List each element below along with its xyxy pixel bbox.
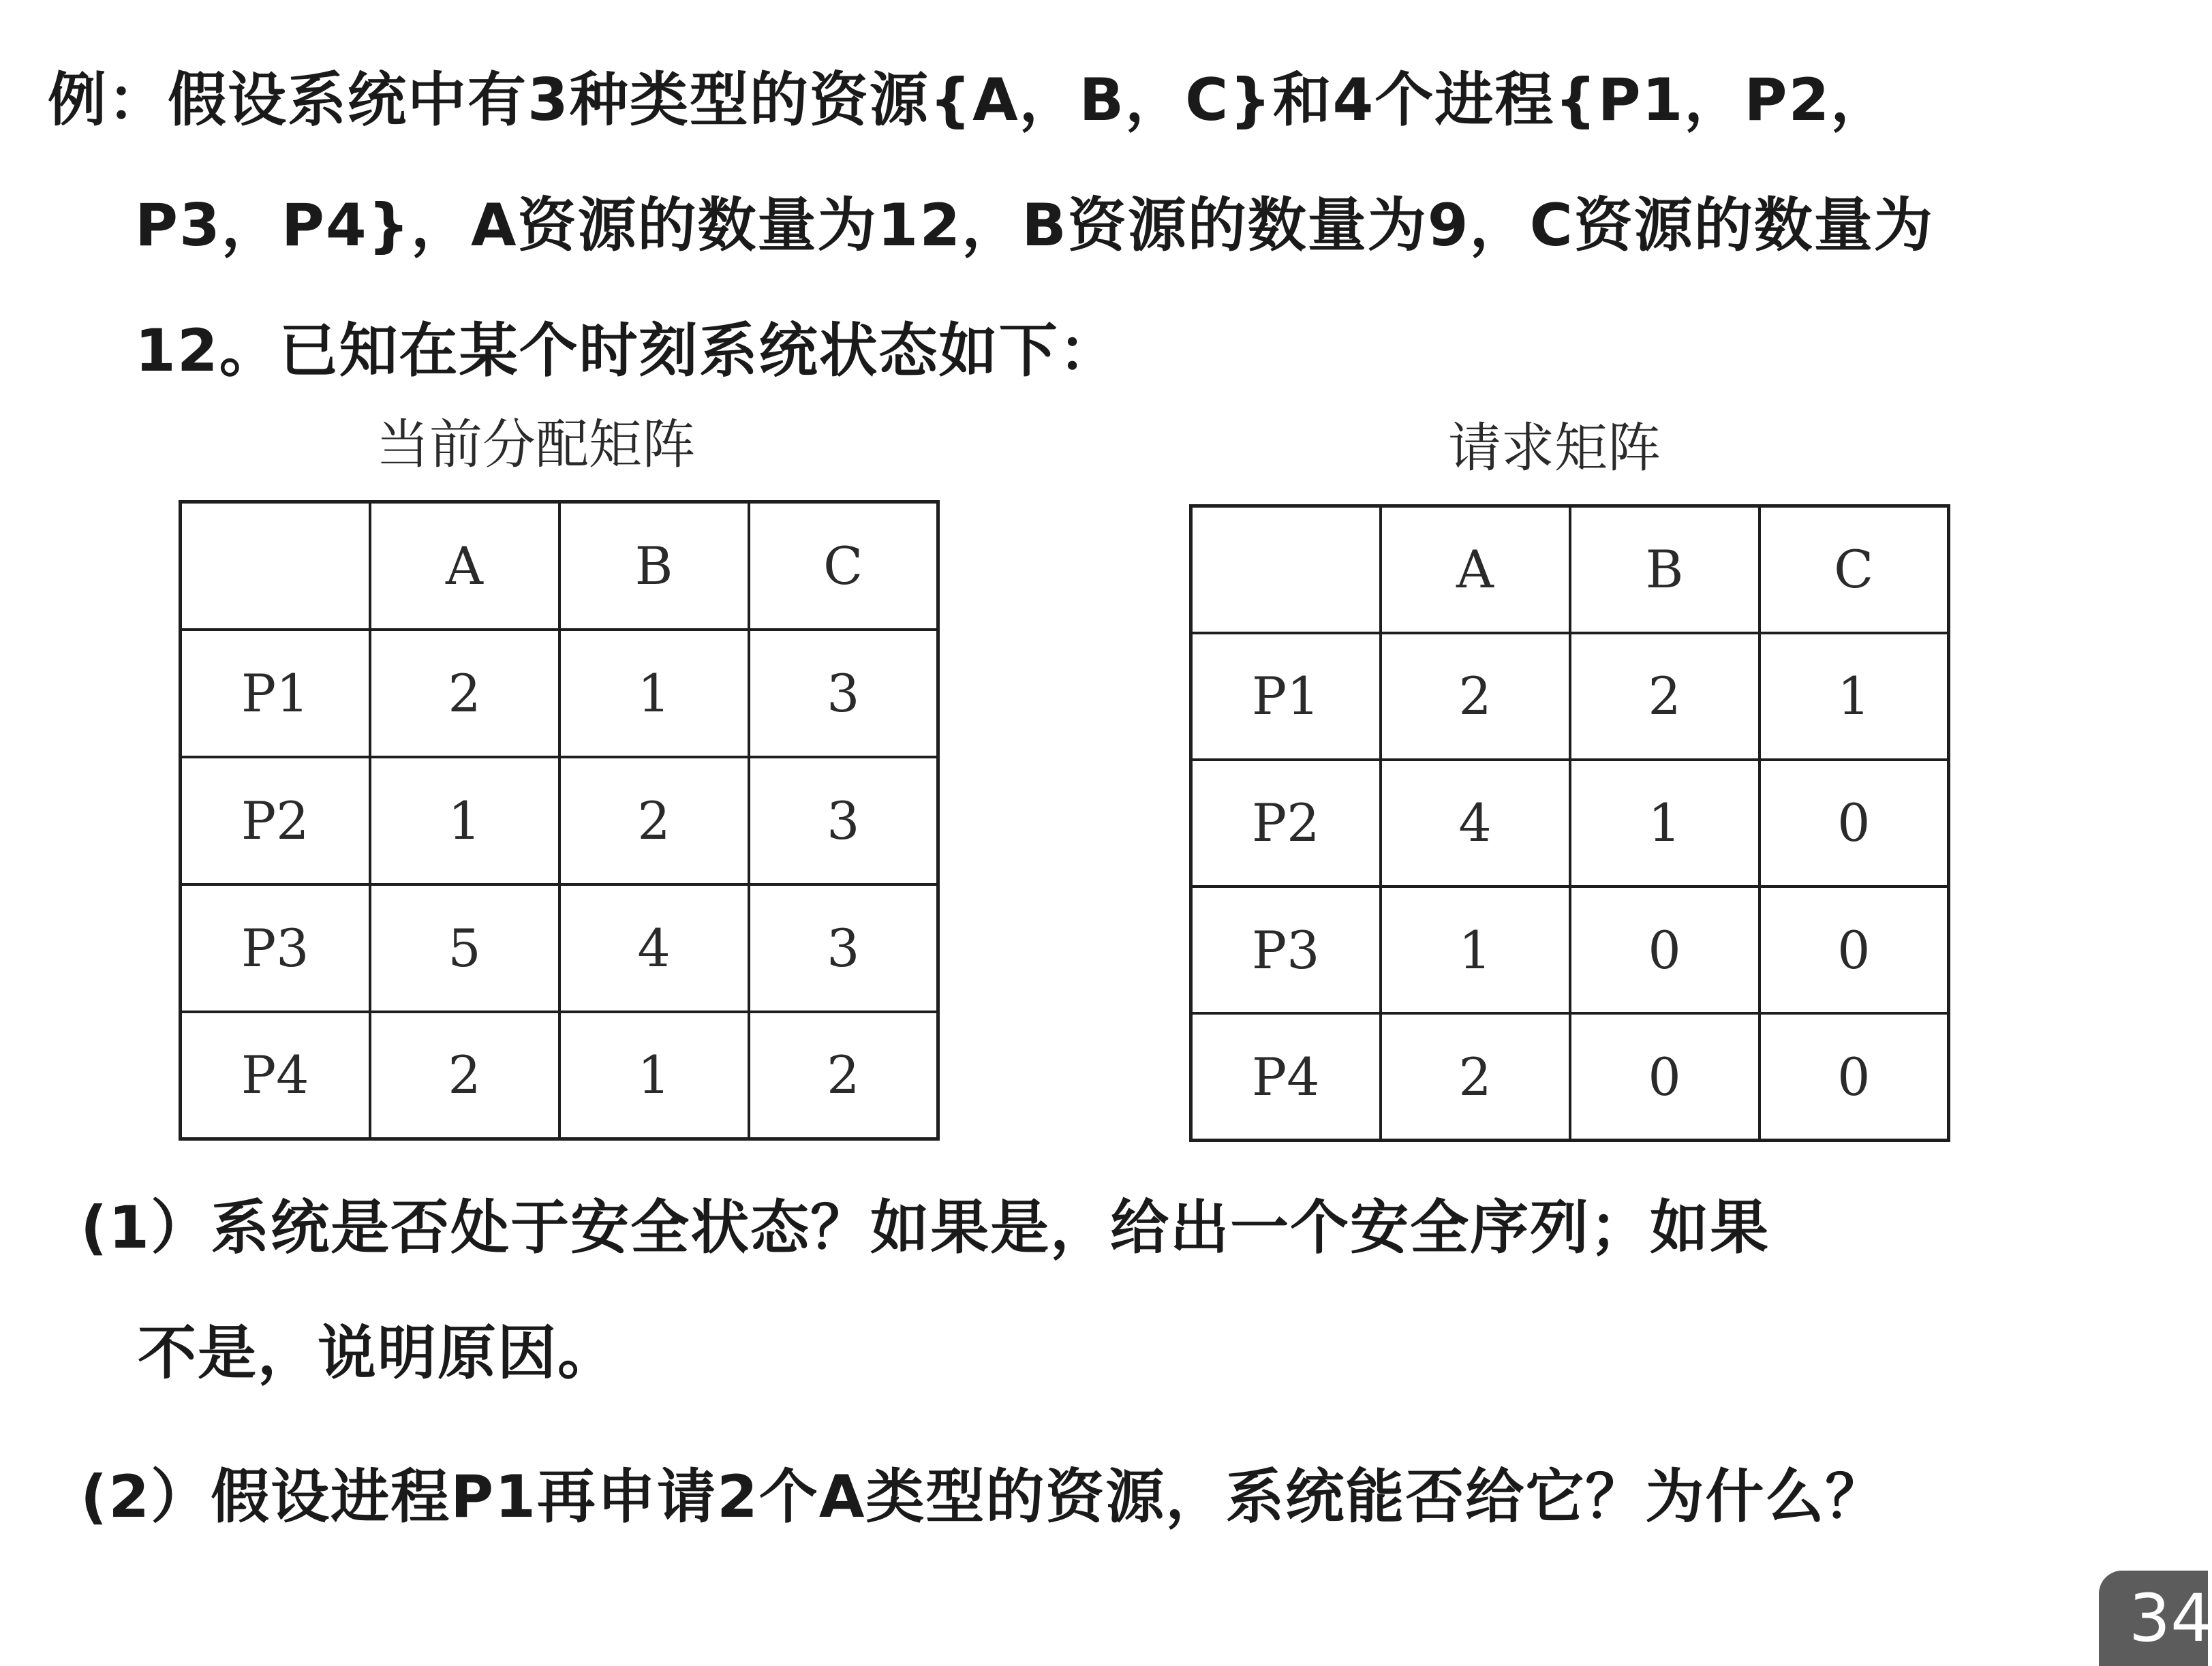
header-cell-c: C [749,502,938,630]
question-1-line-2: 不是，说明原因。 [138,1319,617,1387]
request-matrix-table [1189,504,1950,1142]
value-cell-a: 2 [370,630,559,757]
problem-statement [48,37,2119,414]
question-2: (2）假设进程P1再申请2个A类型的资源，系统能否给它？为什么？ [80,1463,1886,1531]
value-cell-c: 3 [749,757,938,884]
header-cell-c: C [1760,506,1949,633]
value-cell-b: 4 [559,884,749,1012]
table-row [1191,886,1949,1013]
page-number-badge: 34 [2099,1571,2208,1666]
header-cell-b: B [559,502,749,630]
process-cell: P1 [181,630,370,757]
allocation-matrix-title: 当前分配矩阵 [376,414,696,476]
process-cell: P2 [181,757,370,884]
request-matrix-title: 请求矩阵 [1448,418,1661,479]
table-header-row [181,502,938,630]
header-cell-b: B [1570,506,1760,633]
table-row [181,757,938,884]
header-cell-corner [1191,506,1381,633]
process-cell: P1 [1191,633,1381,760]
value-cell-b: 1 [559,1012,749,1139]
value-cell-b: 1 [1570,760,1760,886]
value-cell-a: 1 [1381,886,1570,1013]
value-cell-c: 1 [1760,633,1949,760]
table-row [181,1012,938,1139]
value-cell-b: 1 [559,630,749,757]
table-row [181,630,938,757]
value-cell-a: 2 [370,1012,559,1139]
process-cell: P4 [181,1012,370,1139]
process-cell: P3 [181,884,370,1012]
table-row [1191,1013,1949,1140]
header-cell-corner [181,502,370,630]
process-cell: P3 [1191,886,1381,1013]
value-cell-b: 0 [1570,886,1760,1013]
value-cell-c: 3 [749,884,938,1012]
problem-line-2: P3，P4}，A资源的数量为12，B资源的数量为9，C资源的数量为 [135,191,1934,260]
value-cell-c: 2 [749,1012,938,1139]
value-cell-a: 4 [1381,760,1570,886]
process-cell: P4 [1191,1013,1381,1140]
table-header-row [1191,506,1949,633]
problem-line-1: 例：假设系统中有3种类型的资源{A，B，C}和4个进程{P1，P2， [48,66,1891,134]
question-1 [80,1165,2125,1416]
table-row [181,884,938,1012]
value-cell-c: 0 [1760,886,1949,1013]
value-cell-a: 5 [370,884,559,1012]
process-cell: P2 [1191,760,1381,886]
value-cell-c: 0 [1760,1013,1949,1140]
allocation-matrix-table [179,500,940,1141]
value-cell-b: 0 [1570,1013,1760,1140]
value-cell-c: 0 [1760,760,1949,886]
header-cell-a: A [1381,506,1570,633]
value-cell-c: 3 [749,630,938,757]
question-1-line-1: (1）系统是否处于安全状态？如果是，给出一个安全序列；如果 [80,1194,1770,1262]
problem-line-3: 12。已知在某个时刻系统状态如下： [135,317,1119,385]
table-row [1191,760,1949,886]
value-cell-a: 1 [370,757,559,884]
header-cell-a: A [370,502,559,630]
value-cell-a: 2 [1381,633,1570,760]
value-cell-b: 2 [559,757,749,884]
value-cell-a: 2 [1381,1013,1570,1140]
value-cell-b: 2 [1570,633,1760,760]
table-row [1191,633,1949,760]
